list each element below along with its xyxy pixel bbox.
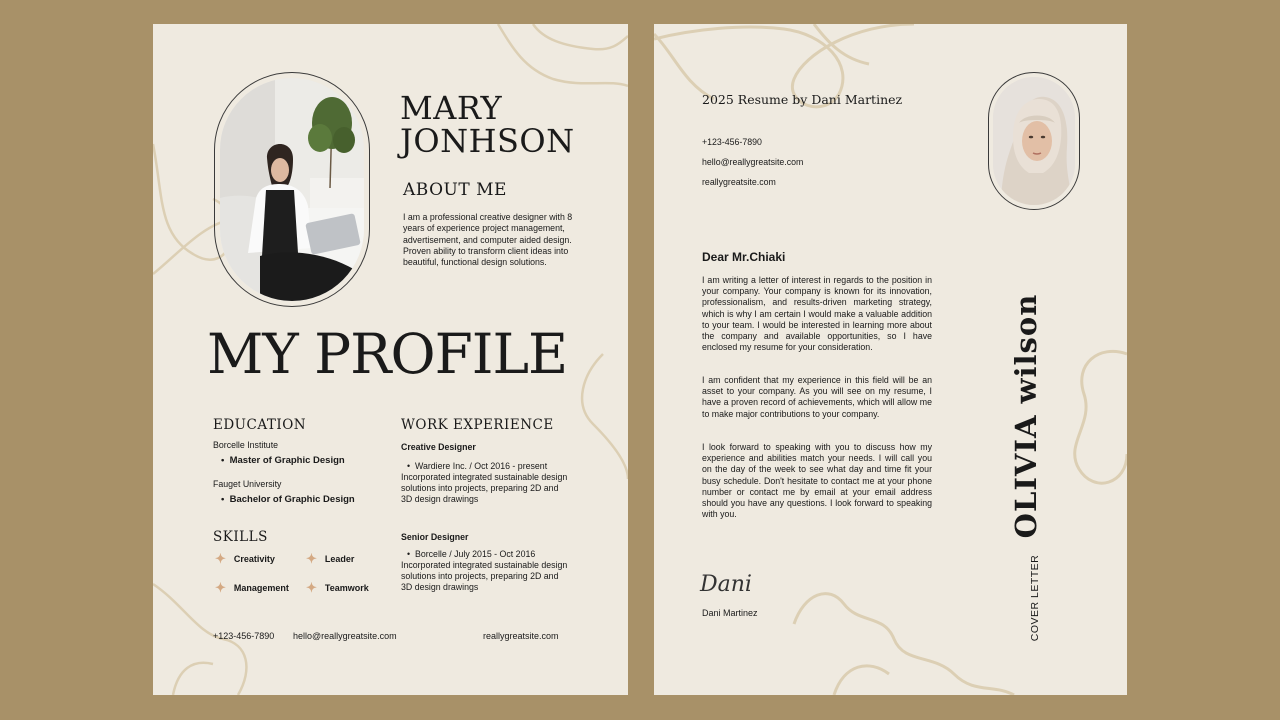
profile-name: MARY JONHSON	[400, 89, 575, 160]
resume-heading: 2025 Resume by Dani Martinez	[702, 92, 903, 107]
education-degree: • Bachelor of Graphic Design	[221, 494, 355, 505]
footer-website: reallygreatsite.com	[483, 631, 559, 641]
contact-email: hello@reallygreatsite.com	[702, 157, 804, 167]
salutation: Dear Mr.Chiaki	[702, 250, 786, 264]
footer-email: hello@reallygreatsite.com	[293, 631, 397, 641]
education-school: Fauget University	[213, 479, 282, 489]
contact-phone: +123-456-7890	[702, 137, 762, 147]
skill-item: ✦ Teamwork	[306, 580, 369, 595]
about-me-title: ABOUT ME	[403, 180, 507, 200]
job-description: Incorporated integrated sustainable design solutions into projects, preparing 2D and 3D design drawings	[401, 560, 568, 592]
work-experience-title: WORK EXPERIENCE	[401, 417, 554, 433]
skill-item: ✦ Creativity	[215, 551, 275, 566]
sparkle-icon: ✦	[306, 551, 317, 566]
job-role: Senior Designer	[401, 532, 469, 542]
education-degree: • Master of Graphic Design	[221, 455, 345, 466]
job-detail: • Wardiere Inc. / Oct 2016 - present	[407, 461, 548, 471]
profile-photo	[220, 78, 364, 301]
letter-paragraph: I am writing a letter of interest in regards to the position in your company. Your company is known for its innovation, professionalism, and results-driven marketing strategy, which is why I am certain I would make a valuable addition to your team. I would be interested in learning more about the company and available opportunities, so I have enclosed my resume for your consideration.	[702, 275, 932, 353]
cover-letter-label: COVER LETTER	[1029, 554, 1041, 642]
profile-page	[153, 24, 628, 695]
skill-item: ✦ Management	[215, 580, 289, 595]
education-school: Borcelle Institute	[213, 440, 279, 450]
sparkle-icon: ✦	[306, 580, 317, 595]
footer-phone: +123-456-7890	[213, 631, 275, 641]
sparkle-icon: ✦	[215, 551, 226, 566]
contact-website: reallygreatsite.com	[702, 177, 776, 187]
sparkle-icon: ✦	[215, 580, 226, 595]
job-description: Incorporated integrated sustainable design solutions into projects, preparing 2D and 3D design drawings	[401, 472, 568, 504]
job-detail: • Borcelle / July 2015 - Oct 2016	[407, 549, 536, 559]
signer-name: Dani Martinez	[702, 608, 758, 618]
my-profile-title: MY PROFILE	[207, 322, 568, 386]
job-role: Creative Designer	[401, 442, 476, 452]
vertical-name: OLIVIA wilson	[1009, 293, 1043, 539]
about-me-text: I am a professional creative designer with 8 years of experience project management, advertisement, and computer aided design. Proven ability to transform client ideas into beautiful, functional design solutions.	[403, 212, 573, 268]
profile-photo-frame	[214, 72, 370, 307]
cover-photo-frame	[988, 72, 1080, 210]
cover-letter-page	[654, 24, 1127, 695]
skills-title: SKILLS	[213, 529, 268, 545]
letter-paragraph: I look forward to speaking with you to discuss how my experience and abilities match your needs. I will call you on the day of the week to see what day and time fit your busy schedule. Don't hesitate to contact me at your phone number or contact me by email at your email address should you have any questions. I look forward to speaking with you.	[702, 442, 932, 520]
signature: Dani	[700, 572, 752, 597]
cover-photo	[993, 77, 1075, 205]
skill-item: ✦ Leader	[306, 551, 355, 566]
education-title: EDUCATION	[213, 417, 307, 433]
letter-paragraph: I am confident that my experience in this field will be an asset to your company. As you will see on my resume, I have a proven record of achievements, which will allow me to make major contributions to your company.	[702, 375, 932, 419]
